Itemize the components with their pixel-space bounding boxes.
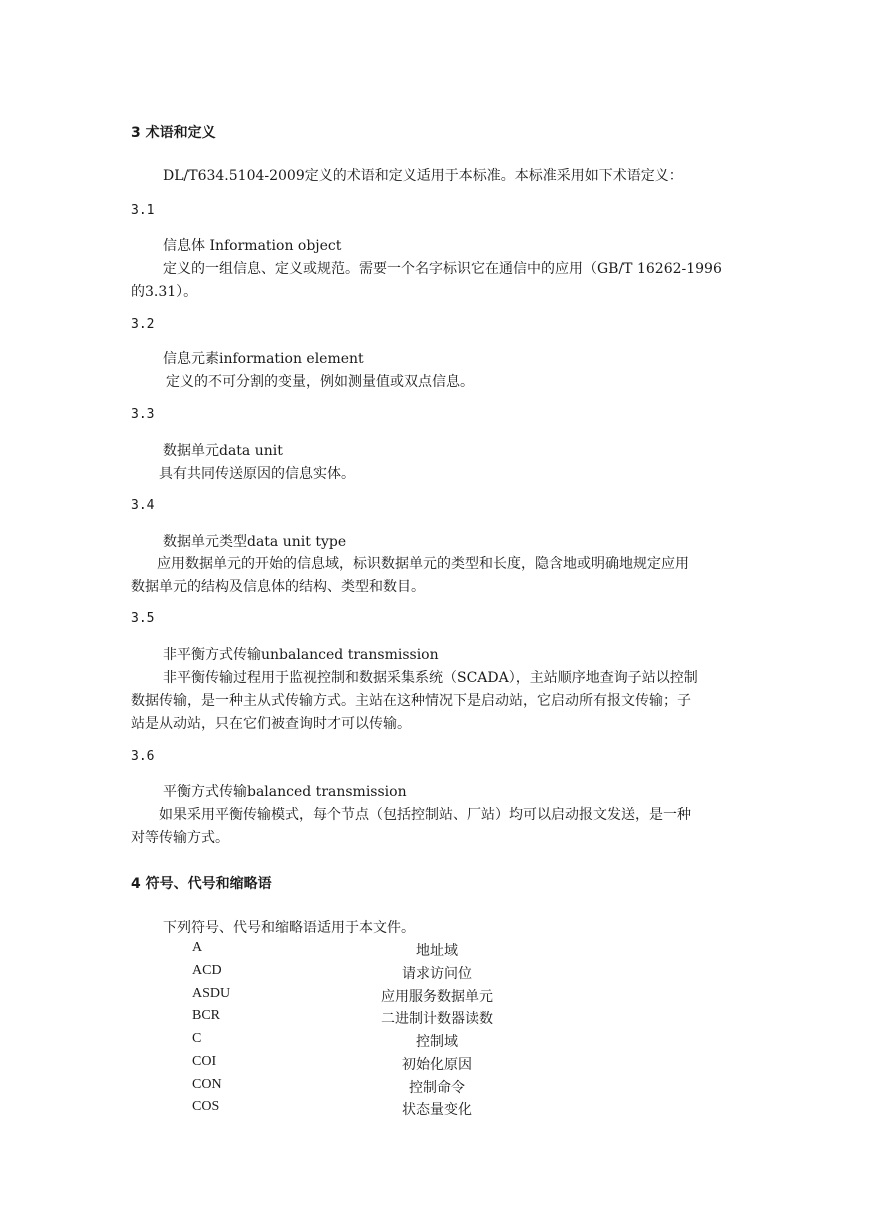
abbreviation-meaning: 控制域	[416, 1034, 458, 1050]
term-definition-line: 站是从动站，只在它们被查询时才可以传输。	[131, 716, 411, 732]
term-definition-line: 具有共同传送原因的信息实体。	[159, 466, 355, 482]
abbreviation: A	[192, 940, 203, 955]
term-number: 3.4	[131, 498, 155, 513]
term-number: 3.3	[131, 407, 155, 422]
abbreviation-meaning: 状态量变化	[402, 1102, 472, 1118]
section-3-heading: 3 术语和定义	[131, 125, 216, 141]
term-definition-line: 的3.31）。	[131, 284, 198, 300]
abbreviation-meaning: 请求访问位	[402, 966, 472, 982]
term-definition-line: 对等传输方式。	[131, 830, 229, 846]
abbreviation: CON	[192, 1077, 222, 1092]
term-title: 信息元素information element	[163, 351, 364, 367]
abbreviation: ASDU	[192, 986, 231, 1001]
abbreviation: COS	[192, 1099, 220, 1114]
section-4-heading: 4 符号、代号和缩略语	[131, 876, 272, 892]
term-definition-line: 数据单元的结构及信息体的结构、类型和数目。	[131, 579, 425, 595]
abbreviation-meaning: 初始化原因	[402, 1057, 472, 1073]
abbreviation-meaning: 应用服务数据单元	[381, 989, 493, 1005]
term-definition-line: 定义的一组信息、定义或规范。需要一个名字标识它在通信中的应用（GB/T 16262-1996	[163, 261, 722, 277]
term-definition-line: 非平衡传输过程用于监视控制和数据采集系统（SCADA），主站顺序地查询子站以控制	[163, 670, 698, 686]
section-4-intro: 下列符号、代号和缩略语适用于本文件。	[163, 920, 415, 936]
term-definition-line: 定义的不可分割的变量，例如测量值或双点信息。	[166, 374, 474, 390]
term-definition-line: 数据传输，是一种主从式传输方式。主站在这种情况下是启动站，它启动所有报文传输；子	[131, 693, 691, 709]
abbreviation: ACD	[192, 963, 222, 978]
term-definition-line: 应用数据单元的开始的信息域，标识数据单元的类型和长度，隐含地或明确地规定应用	[157, 556, 689, 572]
term-title: 信息体 Information object	[163, 238, 342, 254]
term-number: 3.2	[131, 317, 155, 332]
term-title: 数据单元data unit	[163, 443, 283, 459]
abbreviation: BCR	[192, 1008, 221, 1023]
term-definition-line: 如果采用平衡传输模式，每个节点（包括控制站、厂站）均可以启动报文发送，是一种	[159, 807, 691, 823]
abbreviation: COI	[192, 1054, 217, 1069]
term-title: 数据单元类型data unit type	[163, 534, 347, 550]
abbreviation-meaning: 控制命令	[409, 1080, 465, 1096]
term-number: 3.1	[131, 203, 155, 218]
abbreviation-meaning: 地址域	[416, 943, 458, 959]
term-number: 3.5	[131, 611, 155, 626]
term-number: 3.6	[131, 749, 155, 764]
term-title: 平衡方式传输balanced transmission	[163, 784, 407, 800]
section-3-intro: DL/T634.5104-2009定义的术语和定义适用于本标准。本标准采用如下术语定义：	[163, 168, 683, 184]
abbreviation-meaning: 二进制计数器读数	[381, 1011, 493, 1027]
abbreviation: C	[192, 1031, 202, 1046]
term-title: 非平衡方式传输unbalanced transmission	[163, 647, 439, 663]
